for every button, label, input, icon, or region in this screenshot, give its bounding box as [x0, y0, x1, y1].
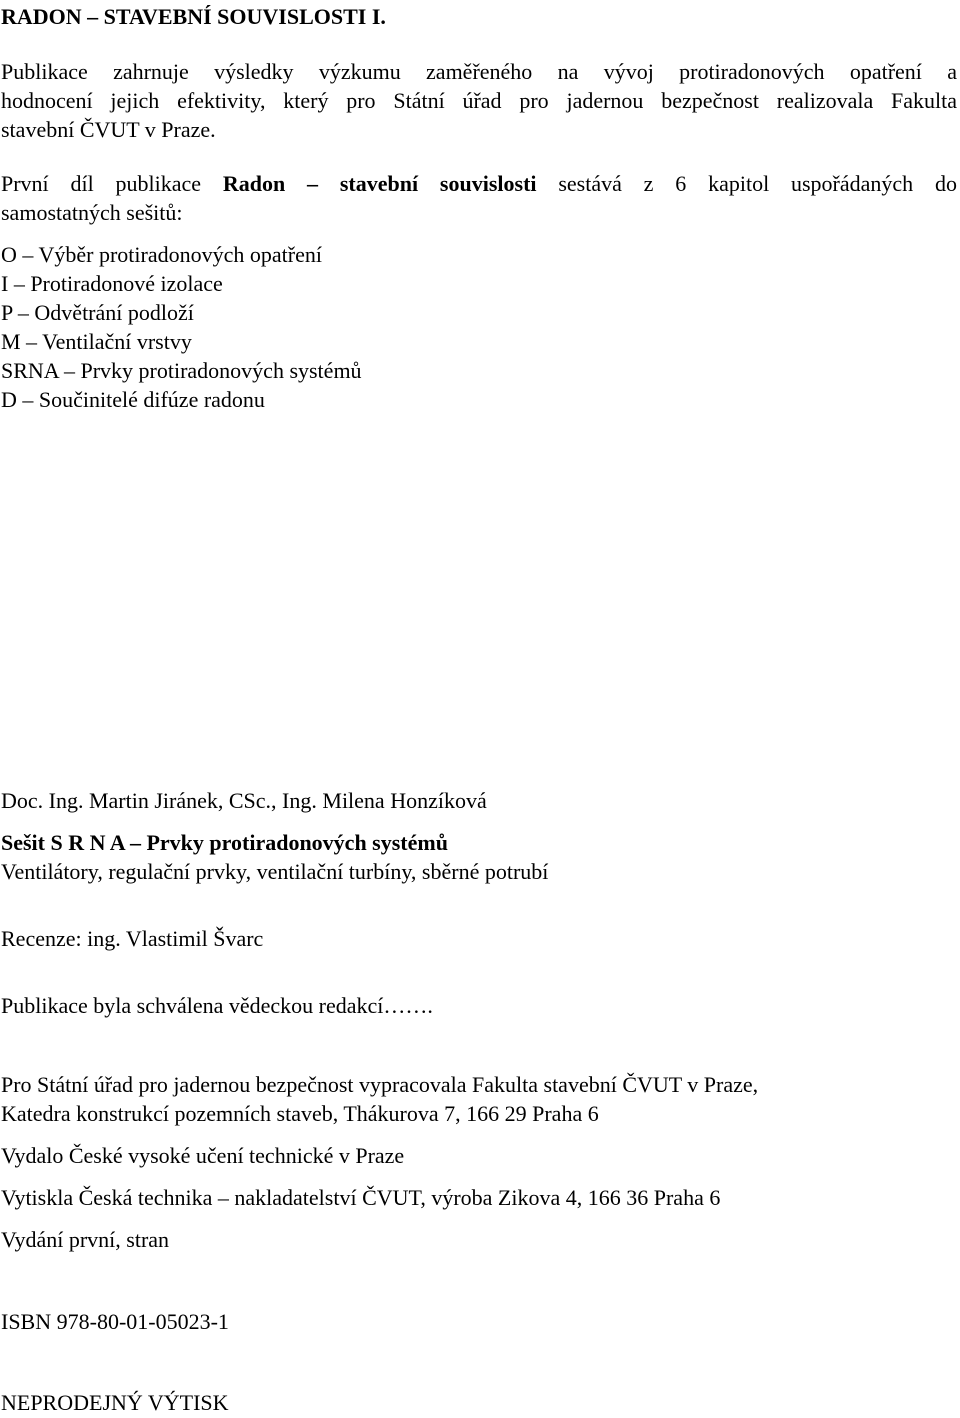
- intro-line-2: hodnocení jejich efektivity, který pro Státní úřad pro jadernou bezpečnost realizovala Fakulta: [1, 88, 957, 113]
- imprint-line-2: Katedra konstrukcí pozemních staveb, Thákurova 7, 166 29 Praha 6: [1, 1101, 599, 1126]
- chapter-item: O – Výběr protiradonových opatření: [1, 242, 322, 267]
- intro-line-3: stavební ČVUT v Praze.: [1, 117, 216, 142]
- chapter-list: [1, 240, 362, 414]
- part-intro-prefix: První díl publikace: [1, 171, 223, 196]
- edition-line: Vydání první, stran: [1, 1227, 170, 1252]
- chapter-item: M – Ventilační vrstvy: [1, 329, 192, 354]
- not-for-sale-note: NEPRODEJNÝ VÝTISK: [1, 1390, 229, 1415]
- publisher-line: Vydalo České vysoké učení technické v Praze: [1, 1143, 405, 1168]
- review-credit: Recenze: ing. Vlastimil Švarc: [1, 926, 264, 951]
- part-intro-line-1: [1, 169, 957, 198]
- booklet-subtitle: Ventilátory, regulační prvky, ventilační turbíny, sběrné potrubí: [1, 859, 549, 884]
- publication-title: Radon – stavební souvislosti: [222, 171, 537, 196]
- document-heading: RADON – STAVEBNÍ SOUVISLOSTI I.: [1, 4, 386, 29]
- approval-note: Publikace byla schválena vědeckou redakcí…….: [1, 993, 433, 1018]
- booklet-title: Sešit S R N A – Prvky protiradonových systémů: [1, 830, 448, 855]
- part-intro-suffix: sestává z 6 kapitol uspořádaných do: [536, 171, 957, 196]
- printer-line: Vytiskla Česká technika – nakladatelství ČVUT, výroba Zikova 4, 166 36 Praha 6: [1, 1185, 721, 1210]
- part-intro-line-2: samostatných sešitů:: [1, 200, 183, 225]
- intro-line-1: Publikace zahrnuje výsledky výzkumu zaměřeného na vývoj protiradonových opatření a: [1, 59, 957, 84]
- chapter-item: I – Protiradonové izolace: [1, 271, 223, 296]
- imprint-line-1: Pro Státní úřad pro jadernou bezpečnost vypracovala Fakulta stavební ČVUT v Praze,: [1, 1072, 759, 1097]
- chapter-item: D – Součinitelé difúze radonu: [1, 387, 265, 412]
- intro-paragraph: [1, 57, 957, 144]
- chapter-item: SRNA – Prvky protiradonových systémů: [1, 358, 362, 383]
- authors: Doc. Ing. Martin Jiránek, CSc., Ing. Milena Honzíková: [1, 788, 487, 813]
- isbn: ISBN 978-80-01-05023-1: [1, 1309, 229, 1334]
- chapter-item: P – Odvětrání podloží: [1, 300, 194, 325]
- part-intro-paragraph: [1, 169, 957, 227]
